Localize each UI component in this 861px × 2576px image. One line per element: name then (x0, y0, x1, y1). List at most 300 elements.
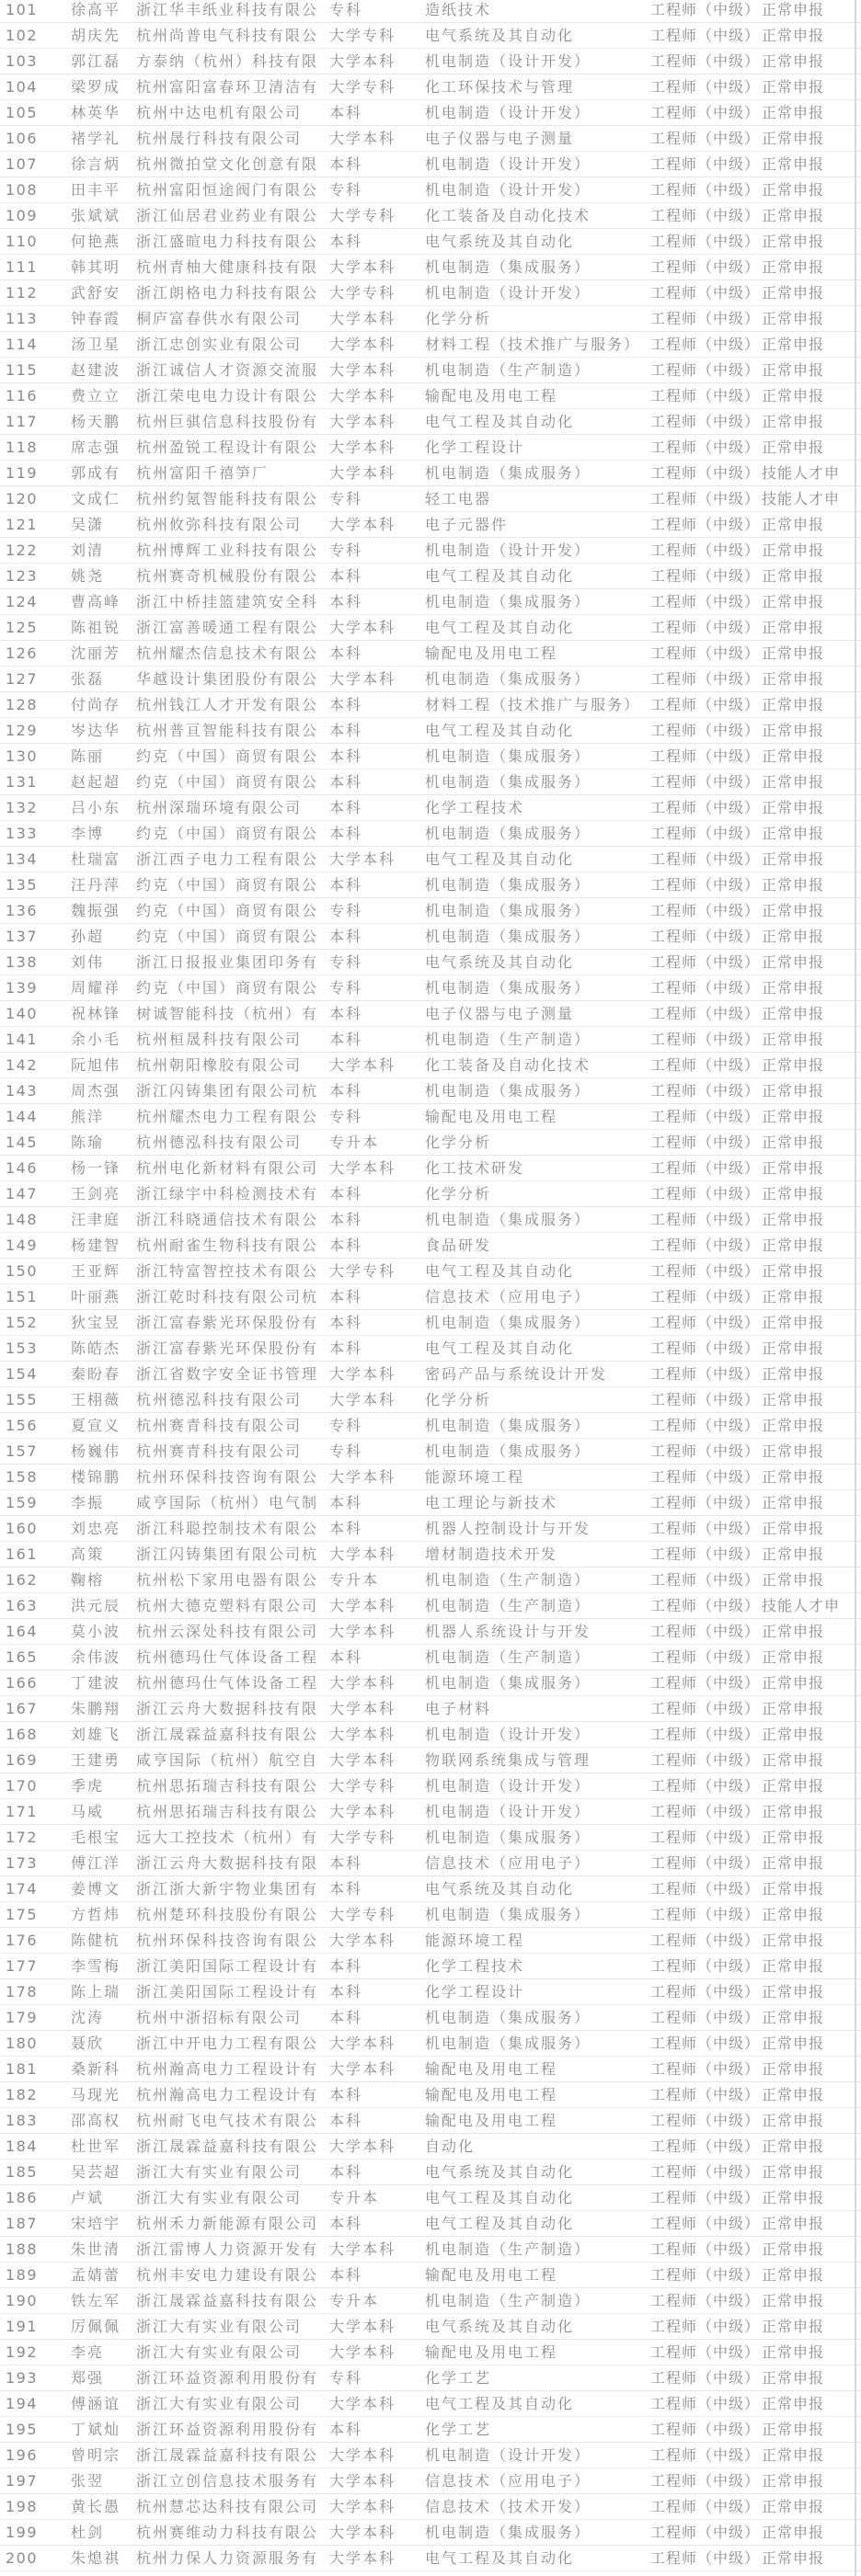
application-status: 正常申报 (762, 361, 825, 379)
table-row (0, 1876, 861, 1902)
major-specialty: 机电制造（生产制造） (425, 2292, 591, 2309)
application-status: 正常申报 (762, 1983, 825, 2000)
company-name: 杭州中浙招标有限公司 (136, 2009, 303, 2026)
applicant-name: 孙超 (71, 928, 105, 945)
major-specialty: 增材制造技术开发 (425, 1545, 558, 1563)
applicant-name: 岑达华 (71, 722, 121, 739)
company-name: 杭州大德克塑料有限公司 (136, 1597, 319, 1614)
application-status: 正常申报 (762, 696, 825, 713)
professional-title: 工程师（中级） (650, 284, 761, 302)
company-name: 浙江晟霖益嘉科技有限公 (136, 1726, 319, 1743)
education-level: 大学本科 (329, 2137, 396, 2155)
application-status: 正常申报 (762, 439, 825, 456)
professional-title: 工程师（中级） (650, 258, 761, 276)
row-number: 167 (6, 1700, 39, 1717)
major-specialty: 机电制造（集成服务） (425, 670, 591, 688)
education-level: 大学专科 (329, 284, 396, 302)
application-status: 正常申报 (762, 2086, 825, 2103)
application-status: 正常申报 (762, 2498, 825, 2515)
professional-title: 工程师（中级） (650, 1082, 761, 1100)
table-row (0, 1053, 861, 1078)
professional-title: 工程师（中级） (650, 1262, 761, 1280)
professional-title: 工程师（中级） (650, 361, 761, 379)
application-status: 正常申报 (762, 2524, 825, 2541)
application-status: 技能人才申 (762, 464, 841, 482)
table-row (0, 1799, 861, 1825)
major-specialty: 材料工程（技术推广与服务） (425, 336, 641, 353)
major-specialty: 机电制造（设计开发） (425, 181, 591, 199)
company-name: 杭州赛奇机械股份有限公 (136, 567, 319, 585)
company-name: 杭州瀚高电力工程设计有 (136, 2060, 319, 2078)
professional-title: 工程师（中级） (650, 1520, 761, 1537)
table-row (0, 126, 861, 152)
company-name: 浙江晟霖益嘉科技有限公 (136, 2446, 319, 2464)
row-number: 139 (6, 979, 39, 997)
applicant-name: 季虎 (71, 1777, 105, 1795)
row-number: 112 (6, 284, 39, 302)
company-name: 华越设计集团股份有限公 (136, 670, 319, 688)
application-status: 正常申报 (762, 876, 825, 894)
major-specialty: 化学分析 (425, 1134, 492, 1151)
education-level: 大学本科 (329, 439, 396, 456)
applicant-name: 丁建波 (71, 1674, 121, 1692)
major-specialty: 电气系统及其自动化 (425, 27, 575, 44)
major-specialty: 机电制造（集成服务） (425, 2009, 591, 2026)
major-specialty: 输配电及用电工程 (425, 2086, 558, 2103)
row-number: 166 (6, 1674, 39, 1692)
major-specialty: 电子材料 (425, 1700, 492, 1717)
major-specialty: 化工装备及自动化技术 (425, 1056, 591, 1074)
major-specialty: 机电制造（集成服务） (425, 825, 591, 842)
applicant-name: 杨建智 (71, 1237, 121, 1254)
applicant-name: 杨天鹏 (71, 413, 121, 430)
application-status: 正常申报 (762, 1854, 825, 1872)
row-number: 185 (6, 2163, 39, 2181)
application-status: 正常申报 (762, 902, 825, 919)
row-number: 102 (6, 27, 39, 44)
row-number: 199 (6, 2524, 39, 2541)
applicant-name: 铁左军 (71, 2292, 121, 2309)
company-name: 杭州瀚高电力工程设计有 (136, 2086, 319, 2103)
education-level: 本科 (329, 696, 363, 713)
row-number: 172 (6, 1829, 39, 1846)
major-specialty: 电气系统及其自动化 (425, 2318, 575, 2335)
row-number: 164 (6, 1623, 39, 1640)
table-row (0, 1233, 861, 1259)
education-level: 本科 (329, 773, 363, 791)
major-specialty: 电气工程及其自动化 (425, 413, 575, 430)
education-level: 大学专科 (329, 1777, 396, 1795)
table-row (0, 615, 861, 641)
applicant-name: 曹高峰 (71, 593, 121, 610)
company-name: 浙江华丰纸业科技有限公 (136, 1, 319, 18)
major-specialty: 机电制造（集成服务） (425, 1417, 591, 1434)
table-row (0, 769, 861, 795)
application-status: 正常申报 (762, 979, 825, 997)
education-level: 大学本科 (329, 1751, 396, 1769)
professional-title: 工程师（中级） (650, 1108, 761, 1125)
major-specialty: 机电制造（集成服务） (425, 876, 591, 894)
major-specialty: 电气系统及其自动化 (425, 953, 575, 971)
professional-title: 工程师（中级） (650, 27, 761, 44)
company-name: 杭州禾力新能源有限公司 (136, 2215, 319, 2232)
education-level: 大学本科 (329, 670, 396, 688)
major-specialty: 化学工艺 (425, 2369, 492, 2387)
education-level: 大学本科 (329, 2446, 396, 2464)
professional-title: 工程师（中级） (650, 439, 761, 456)
row-number: 144 (6, 1108, 39, 1125)
row-number: 121 (6, 516, 39, 533)
application-status: 正常申报 (762, 2343, 825, 2361)
education-level: 大学本科 (329, 361, 396, 379)
major-specialty: 机电制造（生产制造） (425, 1597, 591, 1614)
company-name: 浙江中桥挂篮建筑安全科 (136, 593, 319, 610)
row-number: 142 (6, 1056, 39, 1074)
education-level: 大学本科 (329, 1726, 396, 1743)
applicant-name: 田丰平 (71, 181, 121, 199)
table-row (0, 1593, 861, 1619)
row-number: 149 (6, 1237, 39, 1254)
major-specialty: 机电制造（生产制造） (425, 2240, 591, 2258)
applicant-name: 熊洋 (71, 1108, 105, 1125)
applicant-name: 方哲炜 (71, 1906, 121, 1923)
major-specialty: 机电制造（集成服务） (425, 2035, 591, 2052)
table-row (0, 1696, 861, 1722)
company-name: 杭州富阳富春环卫清洁有 (136, 78, 319, 96)
major-specialty: 机电制造（设计开发） (425, 52, 591, 70)
professional-title: 工程师（中级） (650, 1134, 761, 1151)
table-row (0, 1542, 861, 1567)
company-name: 浙江晟霖益嘉科技有限公 (136, 2137, 319, 2155)
application-status: 正常申报 (762, 1417, 825, 1434)
applicant-name: 王栩薇 (71, 1391, 121, 1408)
application-status: 正常申报 (762, 670, 825, 688)
education-level: 本科 (329, 1880, 363, 1898)
application-status: 正常申报 (762, 2189, 825, 2206)
company-name: 杭州中达电机有限公司 (136, 104, 303, 121)
major-specialty: 机电制造（集成服务） (425, 2524, 591, 2541)
row-number: 194 (6, 2395, 39, 2412)
professional-title: 工程师（中级） (650, 722, 761, 739)
major-specialty: 机电制造（集成服务） (425, 773, 591, 791)
major-specialty: 机电制造（设计开发） (425, 1726, 591, 1743)
education-level: 大学专科 (329, 1906, 396, 1923)
applicant-name: 赵建波 (71, 361, 121, 379)
professional-title: 工程师（中级） (650, 516, 761, 533)
major-specialty: 机电制造（集成服务） (425, 258, 591, 276)
professional-title: 工程师（中级） (650, 644, 761, 662)
major-specialty: 机器人系统设计与开发 (425, 1623, 591, 1640)
company-name: 浙江富春紫光环保股份有 (136, 1339, 319, 1357)
major-specialty: 化学工程设计 (425, 439, 525, 456)
company-name: 浙江省数字安全证书管理 (136, 1365, 319, 1383)
application-status: 正常申报 (762, 27, 825, 44)
professional-title: 工程师（中级） (650, 1339, 761, 1357)
applicant-name: 姚尧 (71, 567, 105, 585)
major-specialty: 化工环保技术与管理 (425, 78, 575, 96)
education-level: 大学本科 (329, 2240, 396, 2258)
company-name: 浙江大有实业有限公司 (136, 2163, 303, 2181)
education-level: 大学本科 (329, 413, 396, 430)
education-level: 本科 (329, 2163, 363, 2181)
table-row (0, 2082, 861, 2108)
table-row (0, 2365, 861, 2391)
company-name: 杭州普亘智能科技有限公 (136, 722, 319, 739)
professional-title: 工程师（中级） (650, 799, 761, 816)
applicant-name: 李振 (71, 1494, 105, 1511)
major-specialty: 机电制造（集成服务） (425, 1314, 591, 1331)
major-specialty: 化工装备及自动化技术 (425, 207, 591, 224)
application-status: 正常申报 (762, 722, 825, 739)
education-level: 本科 (329, 799, 363, 816)
application-status: 正常申报 (762, 1056, 825, 1074)
major-specialty: 密码产品与系统设计开发 (425, 1365, 608, 1383)
table-row (0, 667, 861, 692)
company-name: 浙江西子电力工程有限公 (136, 850, 319, 868)
education-level: 本科 (329, 1237, 363, 1254)
professional-title: 工程师（中级） (650, 773, 761, 791)
company-name: 约克（中国）商贸有限公 (136, 928, 319, 945)
row-number: 103 (6, 52, 39, 70)
application-status: 正常申报 (762, 284, 825, 302)
application-status: 正常申报 (762, 2292, 825, 2309)
application-status: 正常申报 (762, 413, 825, 430)
education-level: 本科 (329, 2215, 363, 2232)
row-number: 188 (6, 2240, 39, 2258)
applicant-name: 陈上瑞 (71, 1983, 121, 2000)
application-status: 正常申报 (762, 593, 825, 610)
professional-title: 工程师（中级） (650, 2112, 761, 2129)
education-level: 本科 (329, 1082, 363, 1100)
major-specialty: 输配电及用电工程 (425, 644, 558, 662)
table-row (0, 435, 861, 461)
major-specialty: 化学工程技术 (425, 799, 525, 816)
education-level: 专科 (329, 953, 363, 971)
major-specialty: 信息技术（应用电子） (425, 1854, 591, 1872)
row-number: 154 (6, 1365, 39, 1383)
applicant-name: 杨巍伟 (71, 1442, 121, 1460)
professional-title: 工程师（中级） (650, 130, 761, 147)
professional-title: 工程师（中级） (650, 2163, 761, 2181)
major-specialty: 材料工程（技术推广与服务） (425, 696, 641, 713)
applicant-name: 宋培宇 (71, 2215, 121, 2232)
table-row (0, 1439, 861, 1465)
table-row (0, 1001, 861, 1027)
company-name: 浙江闪铸集团有限公司杭 (136, 1082, 319, 1100)
application-status: 正常申报 (762, 773, 825, 791)
company-name: 杭州朝阳橡胶有限公司 (136, 1056, 303, 1074)
applicant-name: 刘清 (71, 541, 105, 559)
applicant-name: 赵起超 (71, 773, 121, 791)
row-number: 170 (6, 1777, 39, 1795)
professional-title: 工程师（中级） (650, 1545, 761, 1563)
application-status: 正常申报 (762, 2395, 825, 2412)
applicant-name: 厉佩佩 (71, 2318, 121, 2335)
applicant-name: 王建勇 (71, 1751, 121, 1769)
table-row (0, 1181, 861, 1207)
applicant-name: 张磊 (71, 670, 105, 688)
application-status: 正常申报 (762, 1829, 825, 1846)
application-status: 正常申报 (762, 1648, 825, 1666)
company-name: 约克（中国）商贸有限公 (136, 773, 319, 791)
table-row (0, 2391, 861, 2417)
applicant-name: 陈祖锐 (71, 619, 121, 636)
table-row (0, 1954, 861, 1979)
row-number: 157 (6, 1442, 39, 1460)
education-level: 本科 (329, 593, 363, 610)
education-level: 大学本科 (329, 258, 396, 276)
table-row (0, 744, 861, 769)
education-level: 本科 (329, 567, 363, 585)
application-status: 正常申报 (762, 953, 825, 971)
application-status: 正常申报 (762, 850, 825, 868)
application-status: 正常申报 (762, 207, 825, 224)
major-specialty: 化工技术研发 (425, 1159, 525, 1177)
education-level: 专科 (329, 181, 363, 199)
major-specialty: 机电制造（集成服务） (425, 1906, 591, 1923)
company-name: 浙江中开电力工程有限公 (136, 2035, 319, 2052)
table-row (0, 2314, 861, 2340)
major-specialty: 机电制造（集成服务） (425, 1829, 591, 1846)
major-specialty: 电气工程及其自动化 (425, 619, 575, 636)
professional-title: 工程师（中级） (650, 1365, 761, 1383)
education-level: 本科 (329, 1957, 363, 1975)
table-row (0, 358, 861, 383)
company-name: 浙江富春紫光环保股份有 (136, 1314, 319, 1331)
row-number: 190 (6, 2292, 39, 2309)
application-status: 正常申报 (762, 2369, 825, 2387)
company-name: 杭州耀杰电力工程有限公 (136, 1108, 319, 1125)
major-specialty: 机电制造（设计开发） (425, 284, 591, 302)
application-status: 正常申报 (762, 1494, 825, 1511)
education-level: 大学本科 (329, 2524, 396, 2541)
table-row (0, 0, 861, 23)
application-status: 正常申报 (762, 2446, 825, 2464)
major-specialty: 机电制造（设计开发） (425, 1777, 591, 1795)
professional-title: 工程师（中级） (650, 2240, 761, 2258)
application-status: 正常申报 (762, 1391, 825, 1408)
major-specialty: 机电制造（集成服务） (425, 464, 591, 482)
company-name: 杭州尚普电气科技有限公 (136, 27, 319, 44)
table-row (0, 924, 861, 950)
professional-title: 工程师（中级） (650, 1957, 761, 1975)
application-status: 正常申报 (762, 130, 825, 147)
education-level: 大学本科 (329, 1674, 396, 1692)
major-specialty: 机电制造（设计开发） (425, 2446, 591, 2464)
company-name: 杭州慧芯达科技有限公司 (136, 2498, 319, 2515)
applicant-name: 武舒安 (71, 284, 121, 302)
education-level: 本科 (329, 928, 363, 945)
row-number: 145 (6, 1134, 39, 1151)
table-row (0, 1979, 861, 2005)
application-status: 正常申报 (762, 1288, 825, 1305)
row-number: 141 (6, 1031, 39, 1048)
application-status: 正常申报 (762, 181, 825, 199)
company-name: 杭州德泓科技有限公司 (136, 1134, 303, 1151)
table-row (0, 229, 861, 255)
application-status: 正常申报 (762, 233, 825, 250)
row-number: 162 (6, 1571, 39, 1589)
major-specialty: 机电制造（集成服务） (425, 747, 591, 765)
education-level: 专科 (329, 1442, 363, 1460)
company-name: 杭州赛青科技有限公司 (136, 1417, 303, 1434)
application-status: 正常申报 (762, 2318, 825, 2335)
row-number: 143 (6, 1082, 39, 1100)
professional-title: 工程师（中级） (650, 233, 761, 250)
table-row (0, 1773, 861, 1799)
applicant-name: 王亚辉 (71, 1262, 121, 1280)
application-status: 正常申报 (762, 567, 825, 585)
row-number: 150 (6, 1262, 39, 1280)
company-name: 杭州富阳恒途阀门有限公 (136, 181, 319, 199)
row-number: 147 (6, 1185, 39, 1203)
row-number: 105 (6, 104, 39, 121)
major-specialty: 能源环境工程 (425, 1932, 525, 1949)
row-number: 151 (6, 1288, 39, 1305)
row-number: 174 (6, 1880, 39, 1898)
applicant-name: 狄宝昱 (71, 1314, 121, 1331)
education-level: 大学专科 (329, 1829, 396, 1846)
company-name: 浙江特富智控技术有限公 (136, 1262, 319, 1280)
major-specialty: 化学分析 (425, 1391, 492, 1408)
application-status: 正常申报 (762, 1751, 825, 1769)
application-status: 正常申报 (762, 52, 825, 70)
applicant-name: 阮旭伟 (71, 1056, 121, 1074)
application-status: 正常申报 (762, 1674, 825, 1692)
applicant-name: 黄长愚 (71, 2498, 121, 2515)
major-specialty: 机电制造（设计开发） (425, 155, 591, 173)
education-level: 大学本科 (329, 2472, 396, 2490)
major-specialty: 机电制造（集成服务） (425, 928, 591, 945)
professional-title: 工程师（中级） (650, 876, 761, 894)
education-level: 专科 (329, 1108, 363, 1125)
major-specialty: 电气系统及其自动化 (425, 233, 575, 250)
major-specialty: 机电制造（生产制造） (425, 1571, 591, 1589)
applicant-name: 汪丹萍 (71, 876, 121, 894)
company-name: 杭州丰安电力建设有限公 (136, 2266, 319, 2284)
application-status: 正常申报 (762, 336, 825, 353)
education-level: 本科 (329, 1185, 363, 1203)
professional-title: 工程师（中级） (650, 2343, 761, 2361)
application-status: 正常申报 (762, 1906, 825, 1923)
applicant-name: 郭江磊 (71, 52, 121, 70)
professional-title: 工程师（中级） (650, 1468, 761, 1486)
applicant-name: 毛根宝 (71, 1829, 121, 1846)
table-row (0, 1104, 861, 1130)
row-number: 183 (6, 2112, 39, 2129)
education-level: 专科 (329, 1, 363, 18)
applicant-name: 李雪梅 (71, 1957, 121, 1975)
applicant-name: 韩其明 (71, 258, 121, 276)
education-level: 大学专科 (329, 27, 396, 44)
professional-title: 工程师（中级） (650, 1442, 761, 1460)
company-name: 杭州深瑞环境有限公司 (136, 799, 303, 816)
applicant-name: 吴潇 (71, 516, 105, 533)
applicant-name: 费立立 (71, 387, 121, 405)
professional-title: 工程师（中级） (650, 2549, 761, 2567)
education-level: 本科 (329, 747, 363, 765)
professional-title: 工程师（中级） (650, 2189, 761, 2206)
education-level: 本科 (329, 1314, 363, 1331)
company-name: 浙江云舟大数据科技有限 (136, 1854, 319, 1872)
education-level: 大学本科 (329, 387, 396, 405)
education-level: 大学本科 (329, 310, 396, 327)
professional-title: 工程师（中级） (650, 1056, 761, 1074)
company-name: 浙江大有实业有限公司 (136, 2395, 303, 2412)
table-row (0, 1516, 861, 1542)
company-name: 杭州赛青科技有限公司 (136, 1442, 303, 1460)
professional-title: 工程师（中级） (650, 2035, 761, 2052)
